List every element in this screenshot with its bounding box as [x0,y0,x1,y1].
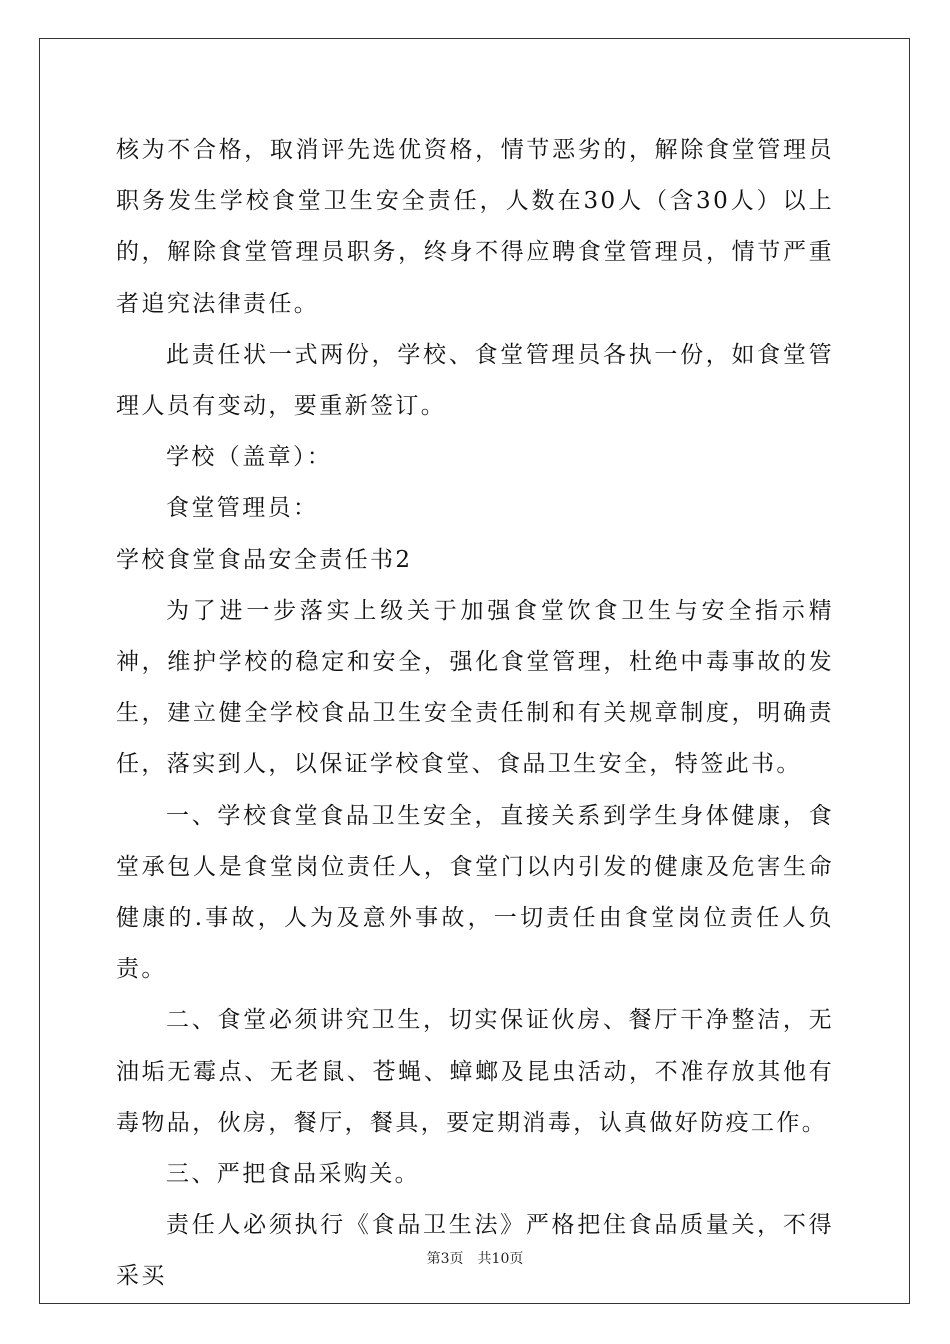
school-seal-line: 学校（盖章）： [166,444,333,471]
document-body [116,125,834,1303]
clause-2: 二、食堂必须讲究卫生，切实保证伙房、餐厅干净整洁，无油垢无霉点、无老鼠、苍蝇、蟑螂及昆虫活动，不准存放其他有毒物品，伙房，餐厅，餐具，要定期消毒，认真做好防疫工作。 [116,1007,834,1136]
paragraph-intro: 为了进一步落实上级关于加强食堂饮食卫生与安全指示精神，维护学校的稳定和安全，强化食堂管理，杜绝中毒事故的发生，建立健全学校食品卫生安全责任制和有关规章制度，明确责任，落实到人，以保证学校食堂、食品卫生安全，特签此书。 [116,597,834,778]
page-number: 第3页 [426,1251,464,1267]
page-total: 共10页 [477,1251,524,1267]
clause-3-body: 责任人必须执行《食品卫生法》严格把住食品质量关，不得采买 [116,1212,834,1290]
paragraph-2: 此责任状一式两份，学校、食堂管理员各执一份，如食堂管理人员有变动，要重新签订。 [116,341,834,420]
page-footer [0,1248,950,1268]
clause-1: 一、学校食堂食品卫生安全，直接关系到学生身体健康，食堂承包人是食堂岗位责任人，食堂门以内引发的健康及危害生命健康的.事故，人为及意外事故，一切责任由食堂岗位责任人负责。 [116,802,834,983]
clause-3: 三、严把食品采购关。 [166,1161,420,1188]
paragraph-1: 核为不合格，取消评先选优资格，情节恶劣的，解除食堂管理员职务发生学校食堂卫生安全责任，人数在30人（含30人）以上的，解除食堂管理员职务，终身不得应聘食堂管理员，情节严重者追究法律责任。 [116,137,834,317]
section-heading: 学校食堂食品安全责任书2 [116,546,413,573]
canteen-manager-line: 食堂管理员： [166,495,319,522]
